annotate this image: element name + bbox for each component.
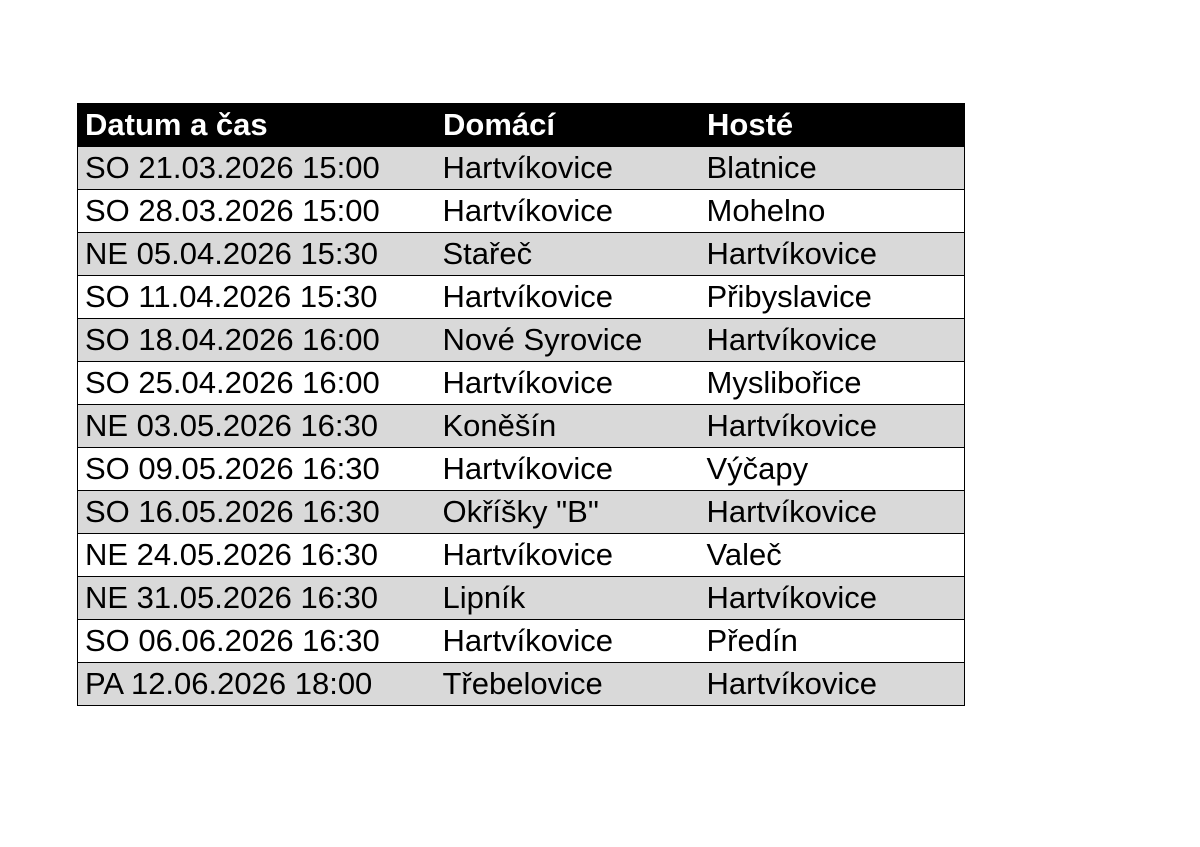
- table-row: [78, 405, 965, 448]
- table-row: [78, 620, 965, 663]
- cell-home-team: Stařeč: [436, 233, 700, 276]
- cell-datetime: SO 06.06.2026 16:30: [78, 620, 436, 663]
- cell-datetime: NE 24.05.2026 16:30: [78, 534, 436, 577]
- table-row: [78, 663, 965, 706]
- cell-home-team: Hartvíkovice: [436, 448, 700, 491]
- cell-away-team: Hartvíkovice: [700, 319, 965, 362]
- cell-home-team: Nové Syrovice: [436, 319, 700, 362]
- cell-datetime: SO 28.03.2026 15:00: [78, 190, 436, 233]
- cell-datetime: NE 03.05.2026 16:30: [78, 405, 436, 448]
- header-row: [78, 104, 965, 147]
- header-away-team: Hosté: [700, 104, 965, 147]
- cell-home-team: Hartvíkovice: [436, 276, 700, 319]
- cell-away-team: Hartvíkovice: [700, 577, 965, 620]
- cell-datetime: SO 09.05.2026 16:30: [78, 448, 436, 491]
- cell-datetime: NE 31.05.2026 16:30: [78, 577, 436, 620]
- cell-home-team: Hartvíkovice: [436, 362, 700, 405]
- cell-away-team: Výčapy: [700, 448, 965, 491]
- cell-away-team: Blatnice: [700, 147, 965, 190]
- cell-away-team: Hartvíkovice: [700, 233, 965, 276]
- table-row: [78, 190, 965, 233]
- cell-away-team: Mohelno: [700, 190, 965, 233]
- table-row: [78, 534, 965, 577]
- table-body: [78, 147, 965, 706]
- cell-home-team: Hartvíkovice: [436, 620, 700, 663]
- cell-home-team: Hartvíkovice: [436, 190, 700, 233]
- cell-home-team: Koněšín: [436, 405, 700, 448]
- table-row: [78, 448, 965, 491]
- cell-away-team: Valeč: [700, 534, 965, 577]
- cell-datetime: SO 11.04.2026 15:30: [78, 276, 436, 319]
- cell-away-team: Předín: [700, 620, 965, 663]
- cell-datetime: PA 12.06.2026 18:00: [78, 663, 436, 706]
- table-row: [78, 491, 965, 534]
- table-row: [78, 147, 965, 190]
- table-row: [78, 319, 965, 362]
- cell-away-team: Přibyslavice: [700, 276, 965, 319]
- cell-home-team: Hartvíkovice: [436, 534, 700, 577]
- header-datetime: Datum a čas: [78, 104, 436, 147]
- cell-away-team: Hartvíkovice: [700, 491, 965, 534]
- cell-away-team: Myslibořice: [700, 362, 965, 405]
- cell-datetime: NE 05.04.2026 15:30: [78, 233, 436, 276]
- table-row: [78, 577, 965, 620]
- cell-home-team: Lipník: [436, 577, 700, 620]
- table-row: [78, 276, 965, 319]
- cell-home-team: Hartvíkovice: [436, 147, 700, 190]
- cell-away-team: Hartvíkovice: [700, 663, 965, 706]
- cell-home-team: Třebelovice: [436, 663, 700, 706]
- table-header: [78, 104, 965, 147]
- table-row: [78, 362, 965, 405]
- cell-datetime: SO 18.04.2026 16:00: [78, 319, 436, 362]
- cell-home-team: Okříšky "B": [436, 491, 700, 534]
- header-home-team: Domácí: [436, 104, 700, 147]
- match-schedule-table: [77, 103, 965, 706]
- table-row: [78, 233, 965, 276]
- cell-datetime: SO 25.04.2026 16:00: [78, 362, 436, 405]
- cell-datetime: SO 16.05.2026 16:30: [78, 491, 436, 534]
- cell-away-team: Hartvíkovice: [700, 405, 965, 448]
- cell-datetime: SO 21.03.2026 15:00: [78, 147, 436, 190]
